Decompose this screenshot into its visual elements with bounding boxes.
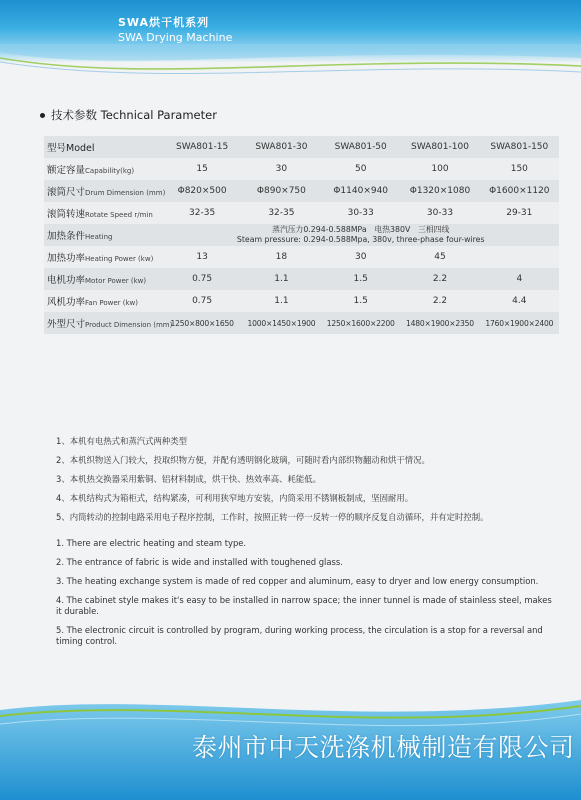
row-label-cn: 额定容量	[47, 165, 86, 176]
table-row	[44, 202, 559, 224]
notes-english	[56, 538, 556, 655]
table-cell: 30-33	[321, 202, 400, 224]
table-cell: 32-35	[162, 202, 241, 224]
row-label	[44, 268, 162, 290]
row-label-en: Heating Power (kw)	[85, 255, 154, 263]
row-label	[44, 180, 166, 202]
table-cell: 1760×1900×2400	[480, 312, 559, 334]
row-label-en: Heating	[85, 233, 113, 241]
note-en-item: 1. There are electric heating and steam type.	[56, 538, 247, 548]
row-label-en: Capability(kg)	[85, 167, 135, 175]
table-cell: 1.5	[321, 268, 400, 290]
notes-chinese	[56, 432, 556, 527]
table-row	[44, 136, 559, 158]
table-cell: SWA801-50	[321, 136, 400, 158]
table-cell: Φ820×500	[162, 180, 241, 202]
table-cell: 45	[400, 246, 479, 268]
table-cell: 29-31	[480, 202, 559, 224]
row-label	[44, 290, 162, 312]
header-wave-graphic	[0, 44, 581, 92]
note-cn-item: 4、本机结构式为箱柜式，结构紧凑，可利用狭窄地方安装，内筒采用不锈钢板制成，坚固耐用。	[56, 493, 414, 503]
table-row	[44, 312, 559, 334]
header-title-cn: SWA烘干机系列	[118, 16, 210, 29]
table-row	[44, 246, 559, 268]
table-cell: SWA801-15	[162, 136, 241, 158]
table-cell: 1000×1450×1900	[242, 312, 321, 334]
table-cell: Φ1320×1080	[400, 180, 479, 202]
row-label-cn: 外型尺寸	[47, 319, 86, 330]
table-cell	[480, 246, 559, 268]
table-cell: 4.4	[480, 290, 559, 312]
note-en-item: 5. The electronic circuit is controlled by program, during working process, the circulation is a stop for a reversal and timing control.	[56, 625, 543, 646]
table-cell: 1480×1900×2350	[400, 312, 479, 334]
table-cell: 32-35	[242, 202, 321, 224]
bullet-icon	[40, 113, 45, 118]
table-cell: 30	[321, 246, 400, 268]
table-cell: 30-33	[400, 202, 479, 224]
row-label	[44, 312, 173, 334]
row-label	[44, 202, 162, 224]
row-label	[44, 158, 162, 180]
heating-condition-line: 蒸汽压力0.294-0.588MPa 电热380V 三相四线	[272, 225, 450, 234]
table-cell: 2.2	[400, 268, 479, 290]
row-label-en: Product Dimension (mm)	[85, 321, 173, 329]
row-label-cn: 电机功率	[47, 275, 86, 286]
table-cell: 1250×1600×2200	[321, 312, 400, 334]
table-cell: 1250×800×1650	[162, 312, 241, 334]
technical-parameter-table	[44, 136, 559, 334]
table-cell: 1.5	[321, 290, 400, 312]
table-row	[44, 180, 559, 202]
note-en-item: 4. The cabinet style makes it's easy to be installed in narrow space; the inner tunnel is made of stainless steel, makes it durable.	[56, 595, 552, 616]
table-cell: 2.2	[400, 290, 479, 312]
table-row	[44, 158, 559, 180]
table-cell: 13	[162, 246, 241, 268]
heating-condition-line: Steam pressure: 0.294-0.588Mpa, 380v, three-phase four-wires	[236, 235, 485, 244]
row-label	[44, 136, 162, 158]
row-label	[44, 224, 162, 246]
row-label-en: Drum Dimension (mm)	[85, 189, 166, 197]
note-en-item: 2. The entrance of fabric is wide and installed with toughened glass.	[56, 557, 343, 567]
table-cell: 18	[242, 246, 321, 268]
table-cell: 30	[242, 158, 321, 180]
table-cell: SWA801-100	[400, 136, 479, 158]
table-cell: 0.75	[162, 268, 241, 290]
table-cell: 4	[480, 268, 559, 290]
table-row	[44, 268, 559, 290]
section-title-text: 技术参数 Technical Parameter	[51, 108, 217, 122]
note-cn-item: 2、本机织物送入门较大，投取织物方便，并配有透明钢化玻璃，可随时看内部织物翻动和烘干情况。	[56, 455, 430, 465]
table-cell: Φ1600×1120	[480, 180, 559, 202]
table-cell: Φ1140×940	[321, 180, 400, 202]
table-cell: 50	[321, 158, 400, 180]
header-title-en: SWA Drying Machine	[118, 31, 233, 44]
note-cn-item: 3、本机热交换器采用紫铜、铝材料制成，烘干快、热效率高、耗能低。	[56, 474, 321, 484]
row-label-en: Model	[66, 143, 95, 154]
row-label-en: Fan Power (kw)	[85, 299, 138, 307]
row-label-cn: 风机功率	[47, 297, 86, 308]
table-cell: 100	[400, 158, 479, 180]
heating-condition-cell	[162, 224, 559, 246]
row-label	[44, 246, 162, 268]
table-cell: 1.1	[242, 290, 321, 312]
note-cn-item: 5、内筒转动的控制电路采用电子程序控制，工作时，按照正转一停一反转一停的顺序反复自动循环，并有定时控制。	[56, 512, 489, 522]
row-label-en: Motor Power (kw)	[85, 277, 147, 285]
row-label-cn: 加热条件	[47, 231, 86, 242]
table-cell: 150	[480, 158, 559, 180]
note-en-item: 3. The heating exchange system is made of red copper and aluminum, easy to dryer and low energy consumption.	[56, 576, 539, 586]
row-label-cn: 加热功率	[47, 253, 86, 264]
section-title	[40, 107, 217, 123]
row-label-cn: 滚筒尺寸	[47, 187, 86, 198]
table-row	[44, 290, 559, 312]
table-cell: 1.1	[242, 268, 321, 290]
table-cell: 15	[162, 158, 241, 180]
table-row	[44, 224, 559, 246]
row-label-cn: 滚筒转速	[47, 209, 86, 220]
row-label-en: Rotate Speed r/min	[85, 211, 153, 219]
table-cell: SWA801-30	[242, 136, 321, 158]
table-cell: Φ890×750	[242, 180, 321, 202]
note-cn-item: 1、本机有电热式和蒸汽式两种类型	[56, 436, 187, 446]
company-name: 泰州市中天洗涤机械制造有限公司	[192, 733, 575, 762]
table-cell: SWA801-150	[480, 136, 559, 158]
row-label-cn: 型号	[47, 143, 67, 154]
table-cell: 0.75	[162, 290, 241, 312]
